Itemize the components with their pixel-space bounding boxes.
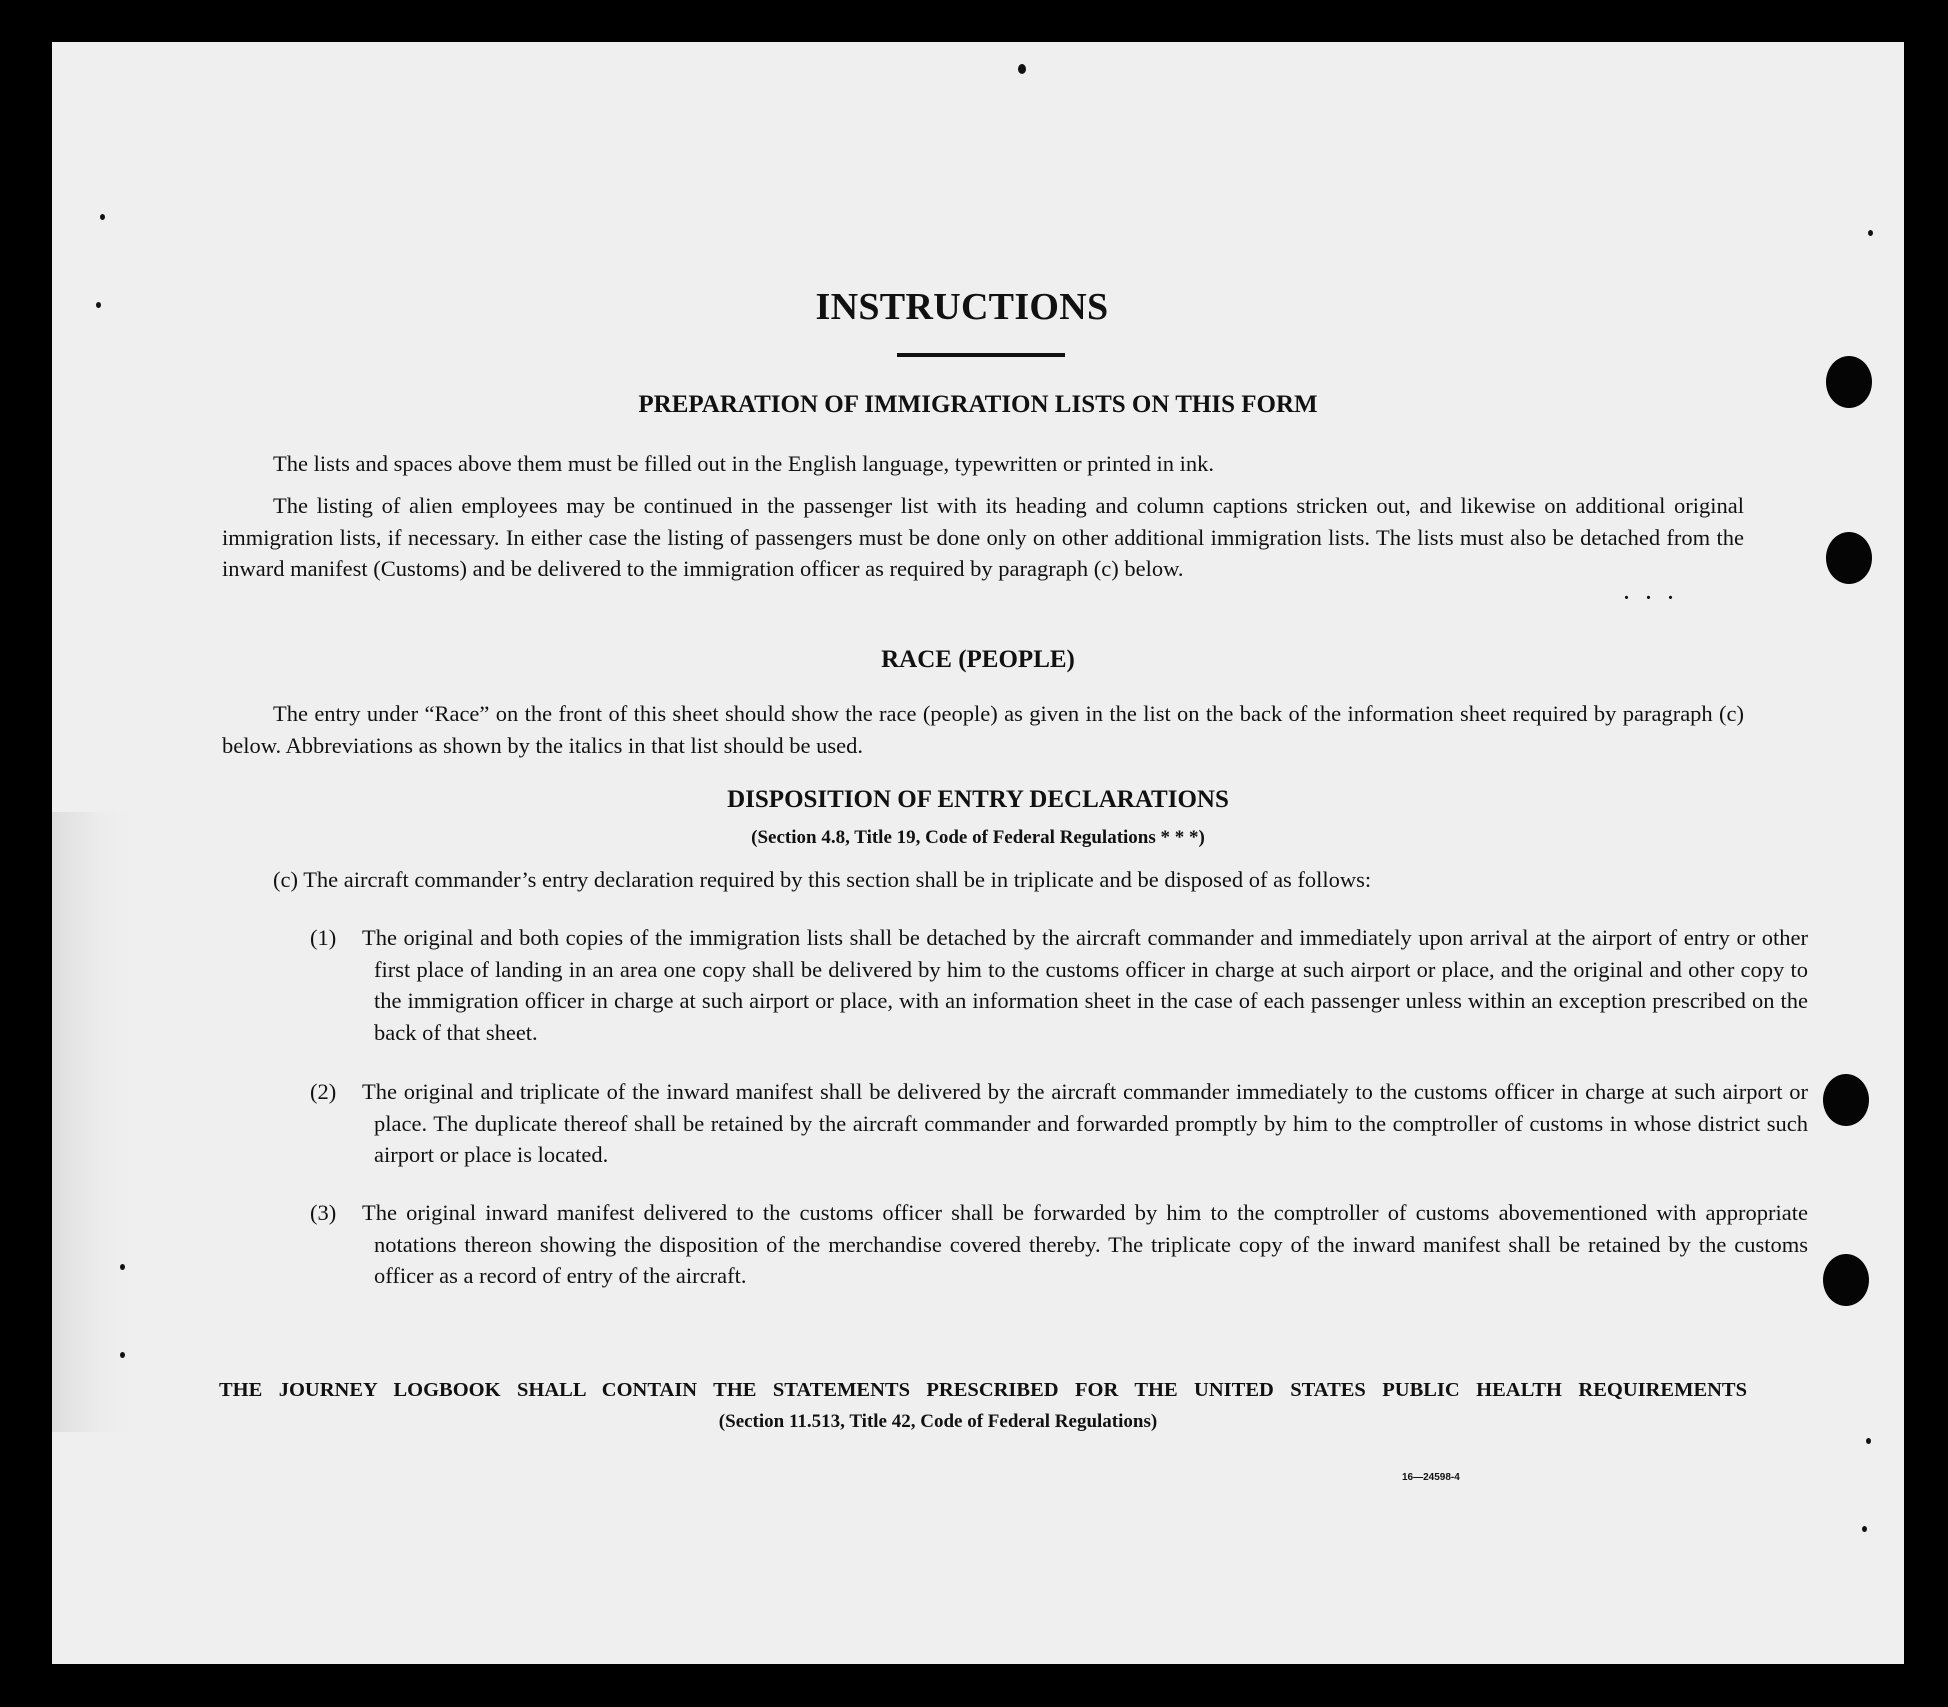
ink-speck [120, 1264, 125, 1270]
ink-speck [120, 1352, 125, 1358]
punch-hole [1826, 532, 1872, 584]
paragraph-race-entry: The entry under “Race” on the front of this sheet should show the race (people) as given in the list on the back of the information sheet required by paragraph (c) below. Abbreviations as shown by the italics in that list should be used. [222, 701, 1744, 758]
ink-speck [100, 214, 105, 220]
list-item-text: The original inward manifest delivered to the customs officer shall be forwarded by him to the comptroller of customs abovementioned with appropriate notations thereon showing the disposition of the merchandise covered thereby. The triplicate copy of the inward manifest shall be retained by the customs officer as a record of entry of the aircraft. [362, 1200, 1808, 1288]
list-item-3 [310, 1197, 1808, 1292]
ink-speck [1868, 230, 1873, 236]
title-underline [897, 353, 1065, 357]
paragraph-english-language: The lists and spaces above them must be filled out in the English language, typewritten or printed in ink. [273, 451, 1215, 476]
page-fold-shadow [52, 812, 132, 1432]
public-health-statement: THE JOURNEY LOGBOOK SHALL CONTAIN THE STATEMENTS PRESCRIBED FOR THE UNITED STATES PUBLIC HEALTH REQUIREMENTS [219, 1379, 1747, 1401]
ink-speck [1862, 1526, 1867, 1532]
list-item-text: The original and triplicate of the inward manifest shall be delivered by the aircraft commander immediately to the customs officer in charge at such airport or place. The duplicate thereof shall be retained by the aircraft commander and forwarded promptly by him to the comptroller of customs in whose district such airport or place is located. [362, 1079, 1808, 1167]
public-health-citation: (Section 11.513, Title 42, Code of Federal Regulations) [718, 1411, 1158, 1432]
disposition-citation: (Section 4.8, Title 19, Code of Federal Regulations * * *) [751, 827, 1205, 848]
form-number: 16—24598-4 [1402, 1472, 1460, 1483]
punch-hole [1823, 1074, 1869, 1126]
page-title: INSTRUCTIONS [815, 286, 1109, 328]
list-item-number: (3) [310, 1200, 337, 1225]
list-item-1 [310, 922, 1808, 1048]
list-item-text: The original and both copies of the immigration lists shall be detached by the aircraft commander and immediately upon arrival at the airport of entry or other first place of landing in an area one copy shall be delivered by him to the customs officer in charge at such airport or place, and the original and other copy to the immigration officer in charge at such airport or place, with an information sheet in the case of each passenger unless within an exception prescribed on the back of that sheet. [362, 925, 1808, 1045]
section-heading-disposition: DISPOSITION OF ENTRY DECLARATIONS [727, 786, 1229, 813]
list-item-number: (1) [310, 925, 337, 950]
section-heading-race: RACE (PEOPLE) [881, 646, 1075, 673]
document-page [52, 42, 1904, 1664]
list-item-2 [310, 1076, 1808, 1171]
ink-speck [1018, 64, 1026, 74]
ink-speck [1866, 1438, 1871, 1444]
list-item-number: (2) [310, 1079, 337, 1104]
punch-hole [1823, 1254, 1869, 1306]
paragraph-entry-declaration-intro: (c) The aircraft commander’s entry declaration required by this section shall be in triplicate and be disposed of as follows: [273, 867, 1372, 892]
section-heading-preparation: PREPARATION OF IMMIGRATION LISTS ON THIS FORM [638, 391, 1318, 418]
ellipsis-mark: . . . [1624, 582, 1679, 604]
paragraph-alien-employees: The listing of alien employees may be continued in the passenger list with its heading and column captions stricken out, and likewise on additional original immigration lists, if necessary. In either case the listing of passengers must be done only on other additional immigration lists. The lists must also be detached from the inward manifest (Customs) and be delivered to the immigration officer as required by paragraph (c) below. [222, 493, 1744, 581]
